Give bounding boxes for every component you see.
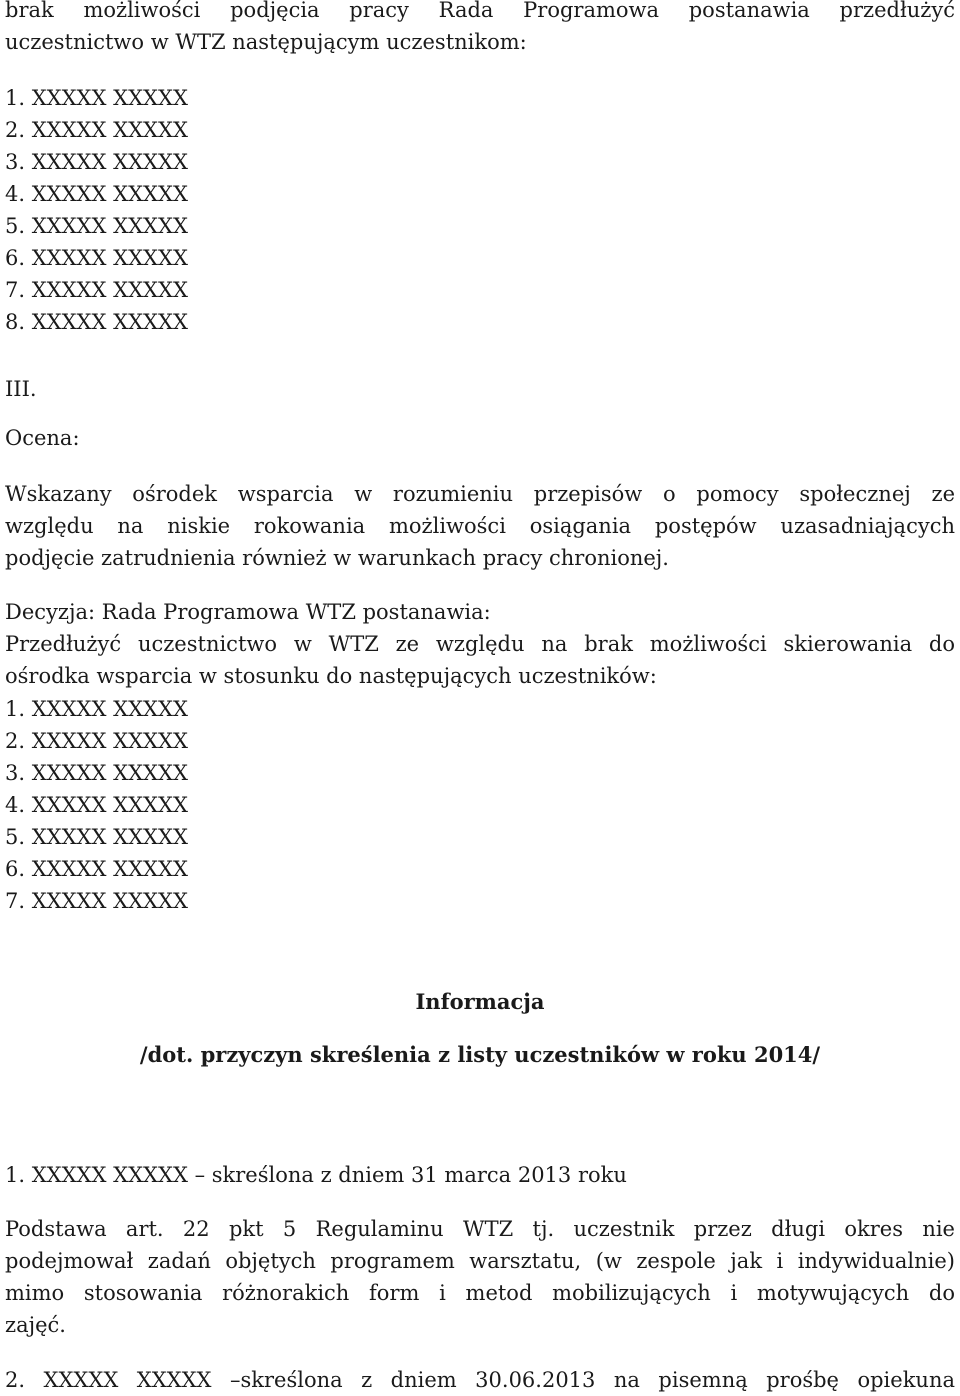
list-item: 4. XXXXX XXXXX <box>5 793 188 817</box>
list-item: 7. XXXXX XXXXX <box>5 278 188 302</box>
list-item: 6. XXXXX XXXXX <box>5 857 188 881</box>
list-item: 4. XXXXX XXXXX <box>5 182 188 206</box>
intro-paragraph <box>5 0 955 58</box>
legal-basis-paragraph <box>5 1213 955 1341</box>
decision-line: Decyzja: Rada Programowa WTZ postanawia: <box>5 600 491 624</box>
paragraph-line: podjęcie zatrudnienia również w warunkach pracy chronionej. <box>5 546 669 570</box>
intro-line: brak możliwości podjęcia pracy Rada Programowa postanawia przedłużyć <box>5 0 955 22</box>
ocena-label: Ocena: <box>5 426 80 450</box>
removal-entry: 2. XXXXX XXXXX –skreślona z dniem 30.06.2013 na pisemną prośbę opiekuna <box>5 1368 955 1392</box>
paragraph-line: względu na niskie rokowania możliwości osiągania postępów uzasadniających <box>5 514 955 538</box>
informacja-heading: Informacja <box>415 989 545 1014</box>
list-item: 3. XXXXX XXXXX <box>5 761 188 785</box>
participants-list-decision <box>5 693 188 917</box>
paragraph-line: Podstawa art. 22 pkt 5 Regulaminu WTZ tj. uczestnik przez długi okres nie <box>5 1217 955 1241</box>
list-item: 2. XXXXX XXXXX <box>5 729 188 753</box>
paragraph-line: podejmował zadań objętych programem warsztatu, (w zespole jak i indywidualnie) <box>5 1249 955 1273</box>
paragraph-line: zajęć. <box>5 1313 66 1337</box>
list-item: 2. XXXXX XXXXX <box>5 118 188 142</box>
decision-paragraph <box>5 596 955 692</box>
list-item: 3. XXXXX XXXXX <box>5 150 188 174</box>
participants-list-extension <box>5 82 188 338</box>
paragraph-line: mimo stosowania różnorakich form i metod mobilizujących i motywujących do <box>5 1281 955 1305</box>
intro-line: uczestnictwo w WTZ następującym uczestnikom: <box>5 30 527 54</box>
decision-line: ośrodka wsparcia w stosunku do następujących uczestników: <box>5 664 657 688</box>
list-item: 5. XXXXX XXXXX <box>5 825 188 849</box>
paragraph-line: Wskazany ośrodek wsparcia w rozumieniu przepisów o pomocy społecznej ze <box>5 482 955 506</box>
list-item: 8. XXXXX XXXXX <box>5 310 188 334</box>
decision-line: Przedłużyć uczestnictwo w WTZ ze względu na brak możliwości skierowania do <box>5 632 955 656</box>
list-item: 6. XXXXX XXXXX <box>5 246 188 270</box>
section-numeral: III. <box>5 377 37 401</box>
assessment-paragraph <box>5 478 955 574</box>
list-item: 5. XXXXX XXXXX <box>5 214 188 238</box>
list-item: 7. XXXXX XXXXX <box>5 889 188 913</box>
list-item: 1. XXXXX XXXXX <box>5 697 188 721</box>
removal-entry: 1. XXXXX XXXXX – skreślona z dniem 31 marca 2013 roku <box>5 1163 627 1187</box>
informacja-subheading: /dot. przyczyn skreślenia z listy uczestników w roku 2014/ <box>139 1042 821 1067</box>
list-item: 1. XXXXX XXXXX <box>5 86 188 110</box>
